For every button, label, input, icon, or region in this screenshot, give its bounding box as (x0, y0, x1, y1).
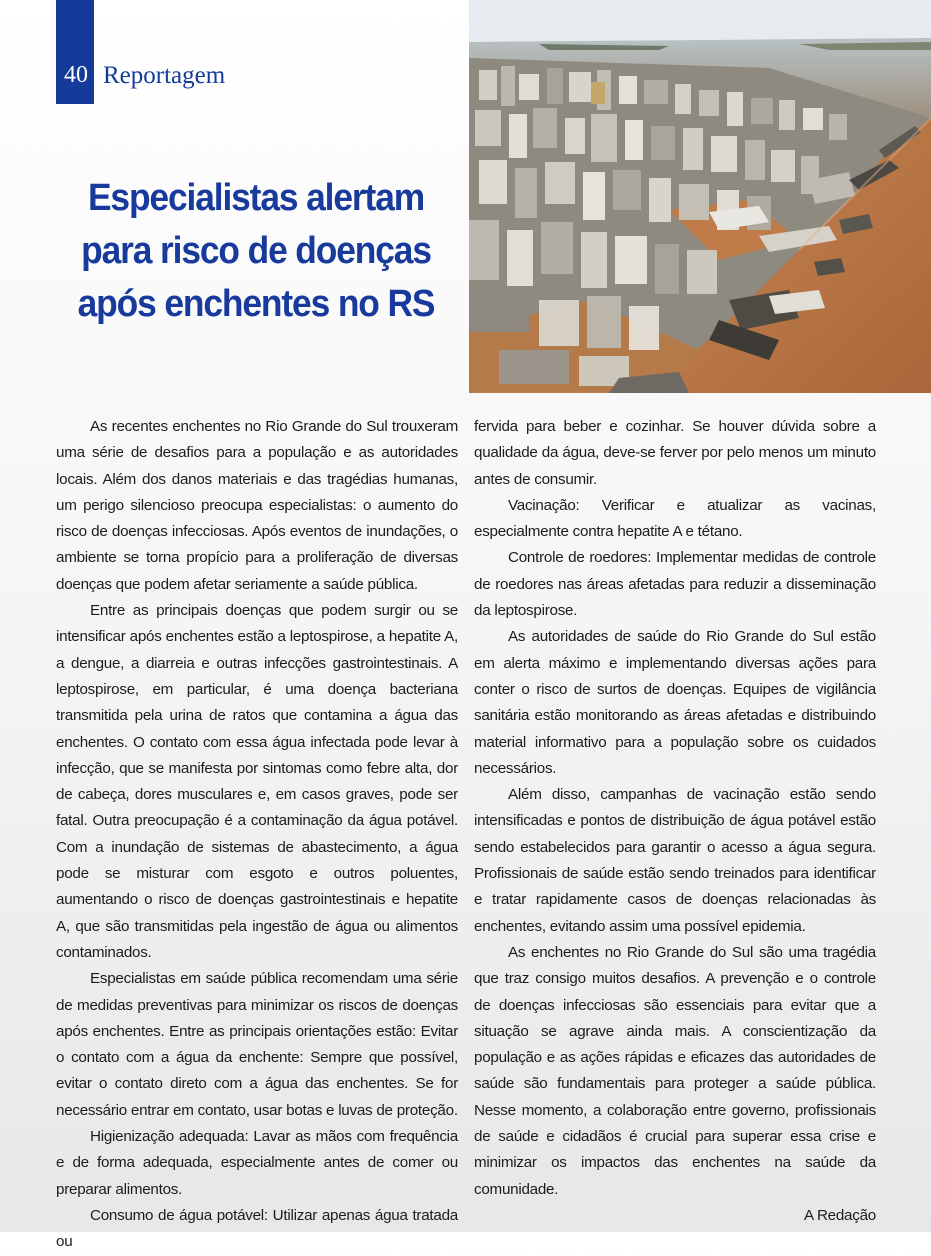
headline-line: para risco de doenças (81, 230, 431, 272)
section-label: Reportagem (103, 62, 226, 89)
headline-line: Especialistas alertam (87, 177, 425, 219)
body-paragraph: Além disso, campanhas de vacinação estão sendo intensificadas e pontos de distribuição de água potável estão sendo estabelecidos para garantir o acesso a água segura. Profissionais de saúde estão sendo treinados para identificar e tratar rapidamente casos de doenças relacionadas às enchentes, evitando assim uma possível epidemia. (474, 786, 876, 935)
headline-line: após enchentes no RS (77, 283, 435, 325)
article-column-right (474, 414, 876, 1229)
flood-aerial-photo (469, 0, 931, 393)
body-paragraph: As recentes enchentes no Rio Grande do Sul trouxeram uma série de desafios para a população e as autoridades locais. Além dos danos materiais e das tragédias humanas, um perigo silencioso preocupa especialistas: o aumento do risco de doenças infecciosas. Após eventos de inundações, o ambiente se torna propício para a proliferação de diversas doenças que podem afetar seriamente a saúde pública. (56, 418, 458, 593)
article-column-left (56, 414, 458, 1256)
body-paragraph: Especialistas em saúde pública recomendam uma série de medidas preventivas para minimizar os riscos de doenças após enchentes. Entre as principais orientações estão: Evitar o contato com a água da enchente: Sempre que possível, evitar o contato direto com a água das enchentes. Se for necessário entrar em contato, usar botas e luvas de proteção. (56, 970, 458, 1119)
author-signature: A Redação (803, 1206, 876, 1224)
page-number: 40 (64, 62, 88, 88)
body-paragraph-continued: fervida para beber e cozinhar. Se houver dúvida sobre a qualidade da água, deve-se ferver por pelo menos um minuto antes de consumir. (474, 418, 876, 488)
body-paragraph: As autoridades de saúde do Rio Grande do Sul estão em alerta máximo e implementando diversas ações para conter o risco de surtos de doenças. Equipes de vigilância sanitária estão monitorando as áreas afetadas e distribuindo material informativo para a população sobre os cuidados necessários. (474, 628, 876, 777)
body-paragraph: As enchentes no Rio Grande do Sul são uma tragédia que traz consigo muitos desafios. A prevenção e o controle de doenças infecciosas são essenciais para evitar que a situação se agrave ainda mais. A conscientização da população e as ações rápidas e eficazes das autoridades de saúde são fundamentais para proteger a saúde pública. Nesse momento, a colaboração entre governo, profissionais de saúde e cidadãos é crucial para superar essa crise e minimizar os impactos das enchentes na saúde da comunidade. (474, 943, 876, 1198)
body-paragraph: Vacinação: Verificar e atualizar as vacinas, especialmente contra hepatite A e tétano. (474, 496, 876, 541)
headline (74, 172, 439, 331)
body-paragraph: Entre as principais doenças que podem surgir ou se intensificar após enchentes estão a leptospirose, a hepatite A, a dengue, a diarreia e outras infecções gastrointestinais. A leptospirose, em particular, é uma doença bacteriana transmitida pela urina de ratos que contamina a água das enchentes. O contato com essa água infectada pode levar à infecção, que se manifesta por sintomas como febre alta, dor de cabeça, dores musculares e, em casos graves, pode ser fatal. Outra preocupação é a contaminação da água potável. Com a inundação de sistemas de abastecimento, a água pode se misturar com esgoto e outros poluentes, aumentando o risco de doenças gastrointestinais e hepatite A, que são transmitidas pela ingestão de água ou alimentos contaminados. (56, 602, 458, 961)
body-paragraph: Controle de roedores: Implementar medidas de controle de roedores nas áreas afetadas para reduzir a disseminação da leptospirose. (474, 549, 876, 620)
body-paragraph: Higienização adequada: Lavar as mãos com frequência e de forma adequada, especialmente antes de comer ou preparar alimentos. (56, 1128, 458, 1198)
body-paragraph: Consumo de água potável: Utilizar apenas água tratada ou (56, 1206, 458, 1251)
